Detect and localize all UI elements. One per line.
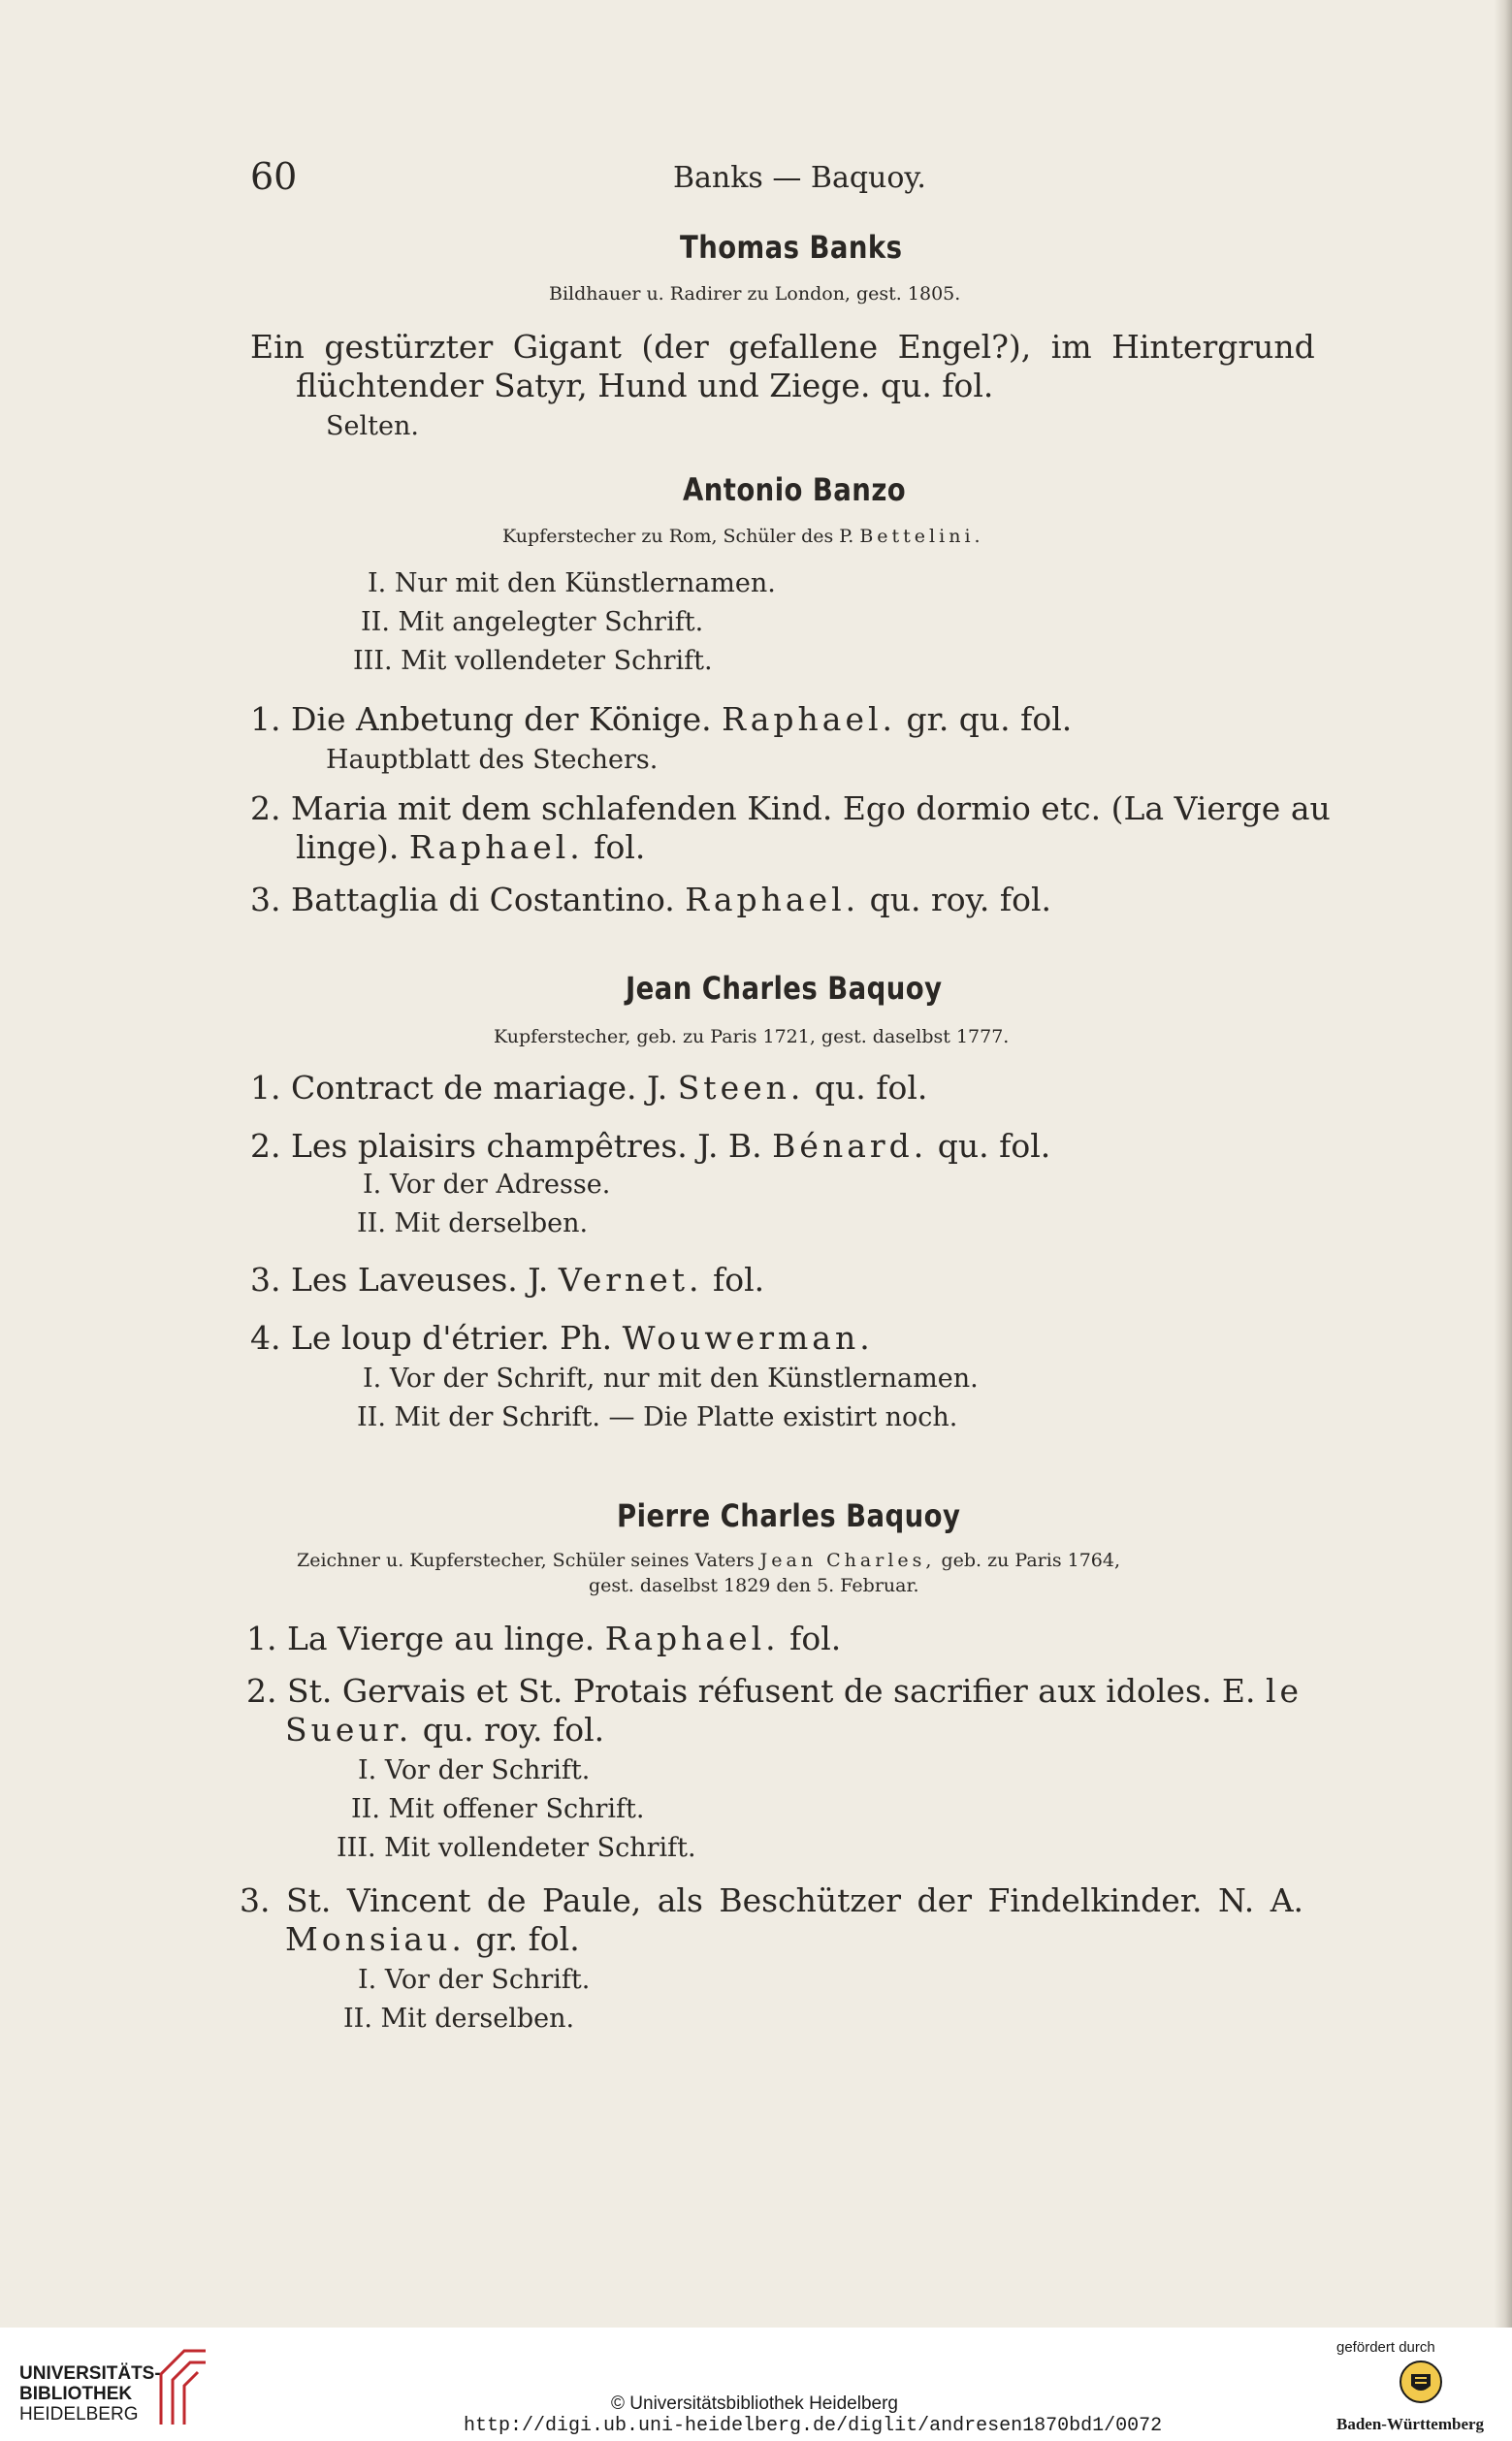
library-logo-icon [157, 2347, 209, 2428]
entry-jean-1: 1. Contract de mariage. J. Steen. qu. fol. [250, 1069, 928, 1107]
state-jean-4-2: II. Mit der Schrift. — Die Platte existirt noch. [357, 1402, 958, 1432]
artist-bio-jean: Kupferstecher, geb. zu Paris 1721, gest. daselbst 1777. [494, 1026, 1010, 1047]
page-edge [1495, 0, 1512, 2328]
state-pierre-2-2: II. Mit offener Schrift. [351, 1794, 645, 1824]
entry-jean-2: 2. Les plaisirs champêtres. J. B. Bénard. qu. fol. [250, 1127, 1051, 1165]
state-banzo-1: I. Nur mit den Künstlernamen. [368, 568, 776, 598]
entry-pierre-3-line2: Monsiau. gr. fol. [285, 1920, 580, 1958]
entry-banzo-1: 1. Die Anbetung der Könige. Raphael. gr. qu. fol. [250, 700, 1073, 738]
state-jean-2-1: I. Vor der Adresse. [363, 1170, 611, 1200]
entry-banks-line1: Ein gestürzter Gigant (der gefallene Engel?), im Hintergrund [250, 328, 1315, 366]
state-banzo-3: III. Mit vollendeter Schrift. [353, 646, 713, 676]
entry-banzo-1-note: Hauptblatt des Stechers. [326, 745, 659, 775]
artist-name-jean: Jean Charles Baquoy [626, 970, 943, 1007]
entry-pierre-2-line1: 2. St. Gervais et St. Protais réfusent de sacrifier aux idoles. E. le [246, 1672, 1303, 1710]
state-pierre-3-1: I. Vor der Schrift. [358, 1965, 591, 1995]
artist-bio-banks: Bildhauer u. Radirer zu London, gest. 1805. [549, 283, 961, 305]
state-jean-2-2: II. Mit derselben. [357, 1208, 589, 1238]
artist-name-banks: Thomas Banks [680, 229, 903, 266]
state-banzo-2: II. Mit angelegter Schrift. [361, 607, 704, 637]
entry-pierre-3-line1: 3. St. Vincent de Paule, als Beschützer der Findelkinder. N. A. [240, 1881, 1304, 1919]
artist-bio-pierre-line2: gest. daselbst 1829 den 5. Februar. [589, 1575, 919, 1596]
permalink-url[interactable]: http://digi.ub.uni-heidelberg.de/diglit/andresen1870bd1/0072 [464, 2415, 1163, 2437]
artist-bio-pierre-line1: Zeichner u. Kupferstecher, Schüler seines Vaters Jean Charles, geb. zu Paris 1764, [297, 1550, 1121, 1571]
entry-jean-4: 4. Le loup d'étrier. Ph. Wouwerman. [250, 1319, 874, 1357]
state-pierre-3-2: II. Mit derselben. [343, 2004, 575, 2034]
page-number: 60 [250, 155, 298, 198]
artist-bio-banzo: Kupferstecher zu Rom, Schüler des P. Bettelini. [502, 526, 984, 547]
entry-banzo-3: 3. Battaglia di Costantino. Raphael. qu. roy. fol. [250, 881, 1052, 918]
funding-label: gefördert durch [1336, 2339, 1435, 2356]
entry-banzo-2-line2: linge). Raphael. fol. [296, 828, 646, 866]
entry-banks-line2: flüchtender Satyr, Hund und Ziege. qu. fol. [296, 367, 994, 404]
state-pierre-2-1: I. Vor der Schrift. [358, 1755, 591, 1785]
artist-name-banzo: Antonio Banzo [683, 471, 907, 508]
entry-jean-3: 3. Les Laveuses. J. Vernet. fol. [250, 1261, 765, 1299]
entry-banks-note: Selten. [326, 411, 419, 441]
copyright-notice: © Universitätsbibliothek Heidelberg [611, 2393, 898, 2414]
state-crest-icon [1398, 2359, 1444, 2405]
state-label: Baden-Württemberg [1336, 2415, 1485, 2433]
entry-pierre-1: 1. La Vierge au linge. Raphael. fol. [246, 1620, 842, 1657]
artist-name-pierre: Pierre Charles Baquoy [617, 1497, 961, 1534]
state-pierre-2-3: III. Mit vollendeter Schrift. [337, 1833, 696, 1863]
library-name: UNIVERSITÄTS- BIBLIOTHEK HEIDELBERG [19, 2363, 161, 2425]
entry-banzo-2-line1: 2. Maria mit dem schlafenden Kind. Ego dormio etc. (La Vierge au [250, 789, 1331, 827]
entry-pierre-2-line2: Sueur. qu. roy. fol. [285, 1711, 605, 1749]
state-jean-4-1: I. Vor der Schrift, nur mit den Künstlernamen. [363, 1364, 979, 1394]
running-title: Banks — Baquoy. [673, 161, 926, 195]
